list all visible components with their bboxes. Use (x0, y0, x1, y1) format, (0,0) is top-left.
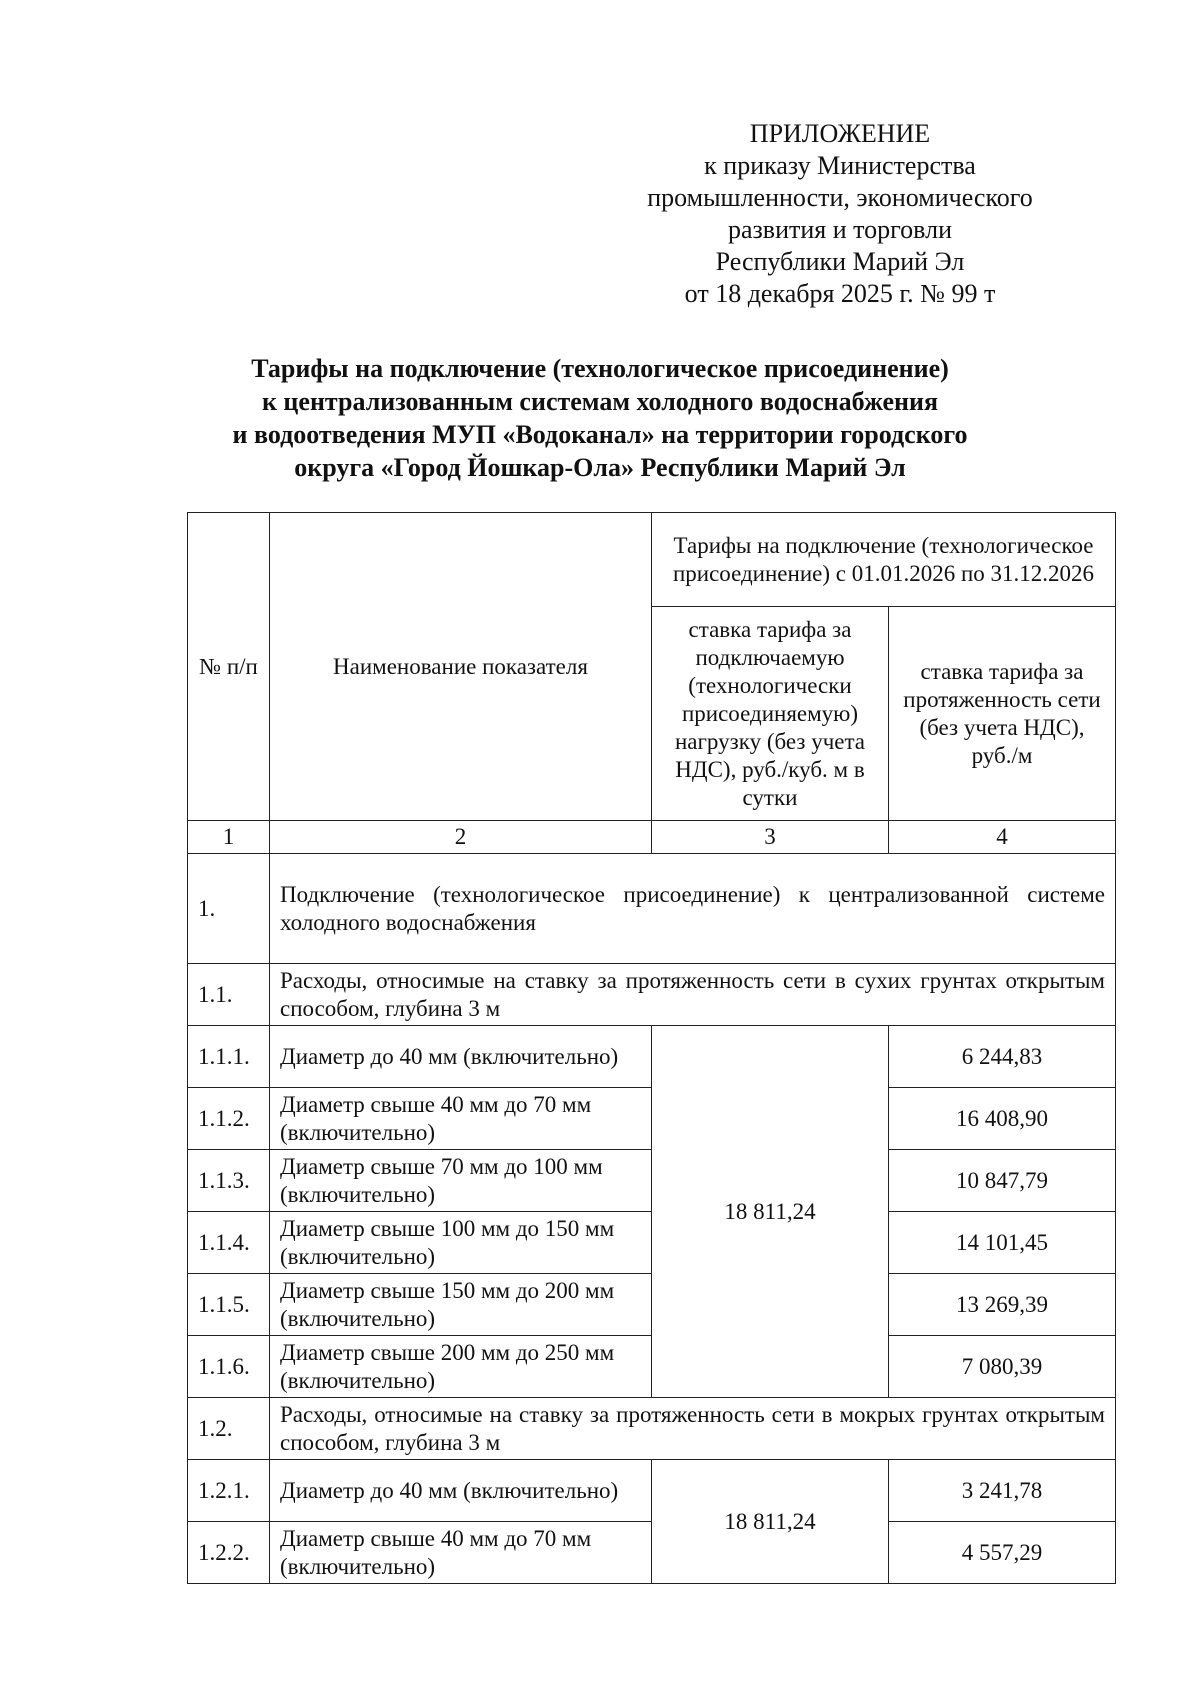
header-num: № п/п (188, 513, 270, 821)
appendix-line: развития и торговли (727, 215, 952, 244)
table-row (188, 1460, 1116, 1522)
length-rate-value: 3 241,78 (889, 1460, 1116, 1522)
column-numbers-row (188, 821, 1116, 854)
length-rate-value: 14 101,45 (889, 1212, 1116, 1274)
row-num: 1.2.2. (188, 1522, 270, 1584)
header-name: Наименование показателя (270, 513, 652, 821)
row-name: Диаметр свыше 40 мм до 70 мм (включительно) (270, 1088, 652, 1150)
row-name: Диаметр свыше 100 мм до 150 мм (включительно) (270, 1212, 652, 1274)
title-line: Тарифы на подключение (технологическое присоединение) (251, 354, 949, 383)
row-num: 1.1.3. (188, 1150, 270, 1212)
title-line: к централизованным системам холодного водоснабжения (261, 387, 939, 416)
table-row (188, 1026, 1116, 1088)
header-load-rate: ставка тарифа за подключаемую (технологически присоединяемую) нагрузку (без учета НДС), руб./куб. м в сутки (652, 607, 889, 821)
col-number: 3 (652, 821, 889, 854)
col-number: 2 (270, 821, 652, 854)
title-line: и водоотведения МУП «Водоканал» на территории городского (232, 420, 968, 449)
title-line: округа «Город Йошкар-Ола» Республики Марий Эл (294, 453, 906, 482)
subsection-text: Расходы, относимые на ставку за протяженность сети в сухих грунтах открытым способом, глубина 3 м (270, 964, 1116, 1026)
subsection-text: Расходы, относимые на ставку за протяженность сети в мокрых грунтах открытым способом, глубина 3 м (270, 1398, 1116, 1460)
load-rate-value: 18 811,24 (652, 1026, 889, 1398)
row-num: 1.1.5. (188, 1274, 270, 1336)
appendix-line: промышленности, экономического (647, 183, 1033, 212)
row-name: Диаметр свыше 200 мм до 250 мм (включительно) (270, 1336, 652, 1398)
row-num: 1.1.2. (188, 1088, 270, 1150)
col-number: 1 (188, 821, 270, 854)
row-num: 1.2.1. (188, 1460, 270, 1522)
appendix-line: к приказу Министерства (704, 151, 976, 180)
row-name: Диаметр до 40 мм (включительно) (270, 1460, 652, 1522)
row-name: Диаметр свыше 70 мм до 100 мм (включительно) (270, 1150, 652, 1212)
appendix-line: Республики Марий Эл (715, 247, 965, 276)
length-rate-value: 10 847,79 (889, 1150, 1116, 1212)
appendix-line: ПРИЛОЖЕНИЕ (749, 119, 931, 148)
row-num: 1.2. (188, 1398, 270, 1460)
row-num: 1.1.4. (188, 1212, 270, 1274)
appendix-line: от 18 декабря 2025 г. № 99 т (684, 279, 996, 308)
appendix-header (600, 118, 1080, 310)
row-name: Диаметр свыше 40 мм до 70 мм (включительно) (270, 1522, 652, 1584)
length-rate-value: 7 080,39 (889, 1336, 1116, 1398)
length-rate-value: 16 408,90 (889, 1088, 1116, 1150)
row-num: 1.1.6. (188, 1336, 270, 1398)
document-title (150, 352, 1050, 484)
length-rate-value: 4 557,29 (889, 1522, 1116, 1584)
row-num: 1. (188, 854, 270, 964)
row-num: 1.1.1. (188, 1026, 270, 1088)
load-rate-value: 18 811,24 (652, 1460, 889, 1584)
section-row (188, 854, 1116, 964)
length-rate-value: 6 244,83 (889, 1026, 1116, 1088)
header-length-rate: ставка тарифа за протяженность сети (без учета НДС), руб./м (889, 607, 1116, 821)
tariff-table (187, 512, 1116, 1584)
row-num: 1.1. (188, 964, 270, 1026)
row-name: Диаметр свыше 150 мм до 200 мм (включительно) (270, 1274, 652, 1336)
subsection-row (188, 1398, 1116, 1460)
length-rate-value: 13 269,39 (889, 1274, 1116, 1336)
section-text: Подключение (технологическое присоединение) к централизованной системе холодного водоснабжения (270, 854, 1116, 964)
col-number: 4 (889, 821, 1116, 854)
subsection-row (188, 964, 1116, 1026)
row-name: Диаметр до 40 мм (включительно) (270, 1026, 652, 1088)
header-tariff-group: Тарифы на подключение (технологическое присоединение) с 01.01.2026 по 31.12.2026 (652, 513, 1116, 607)
